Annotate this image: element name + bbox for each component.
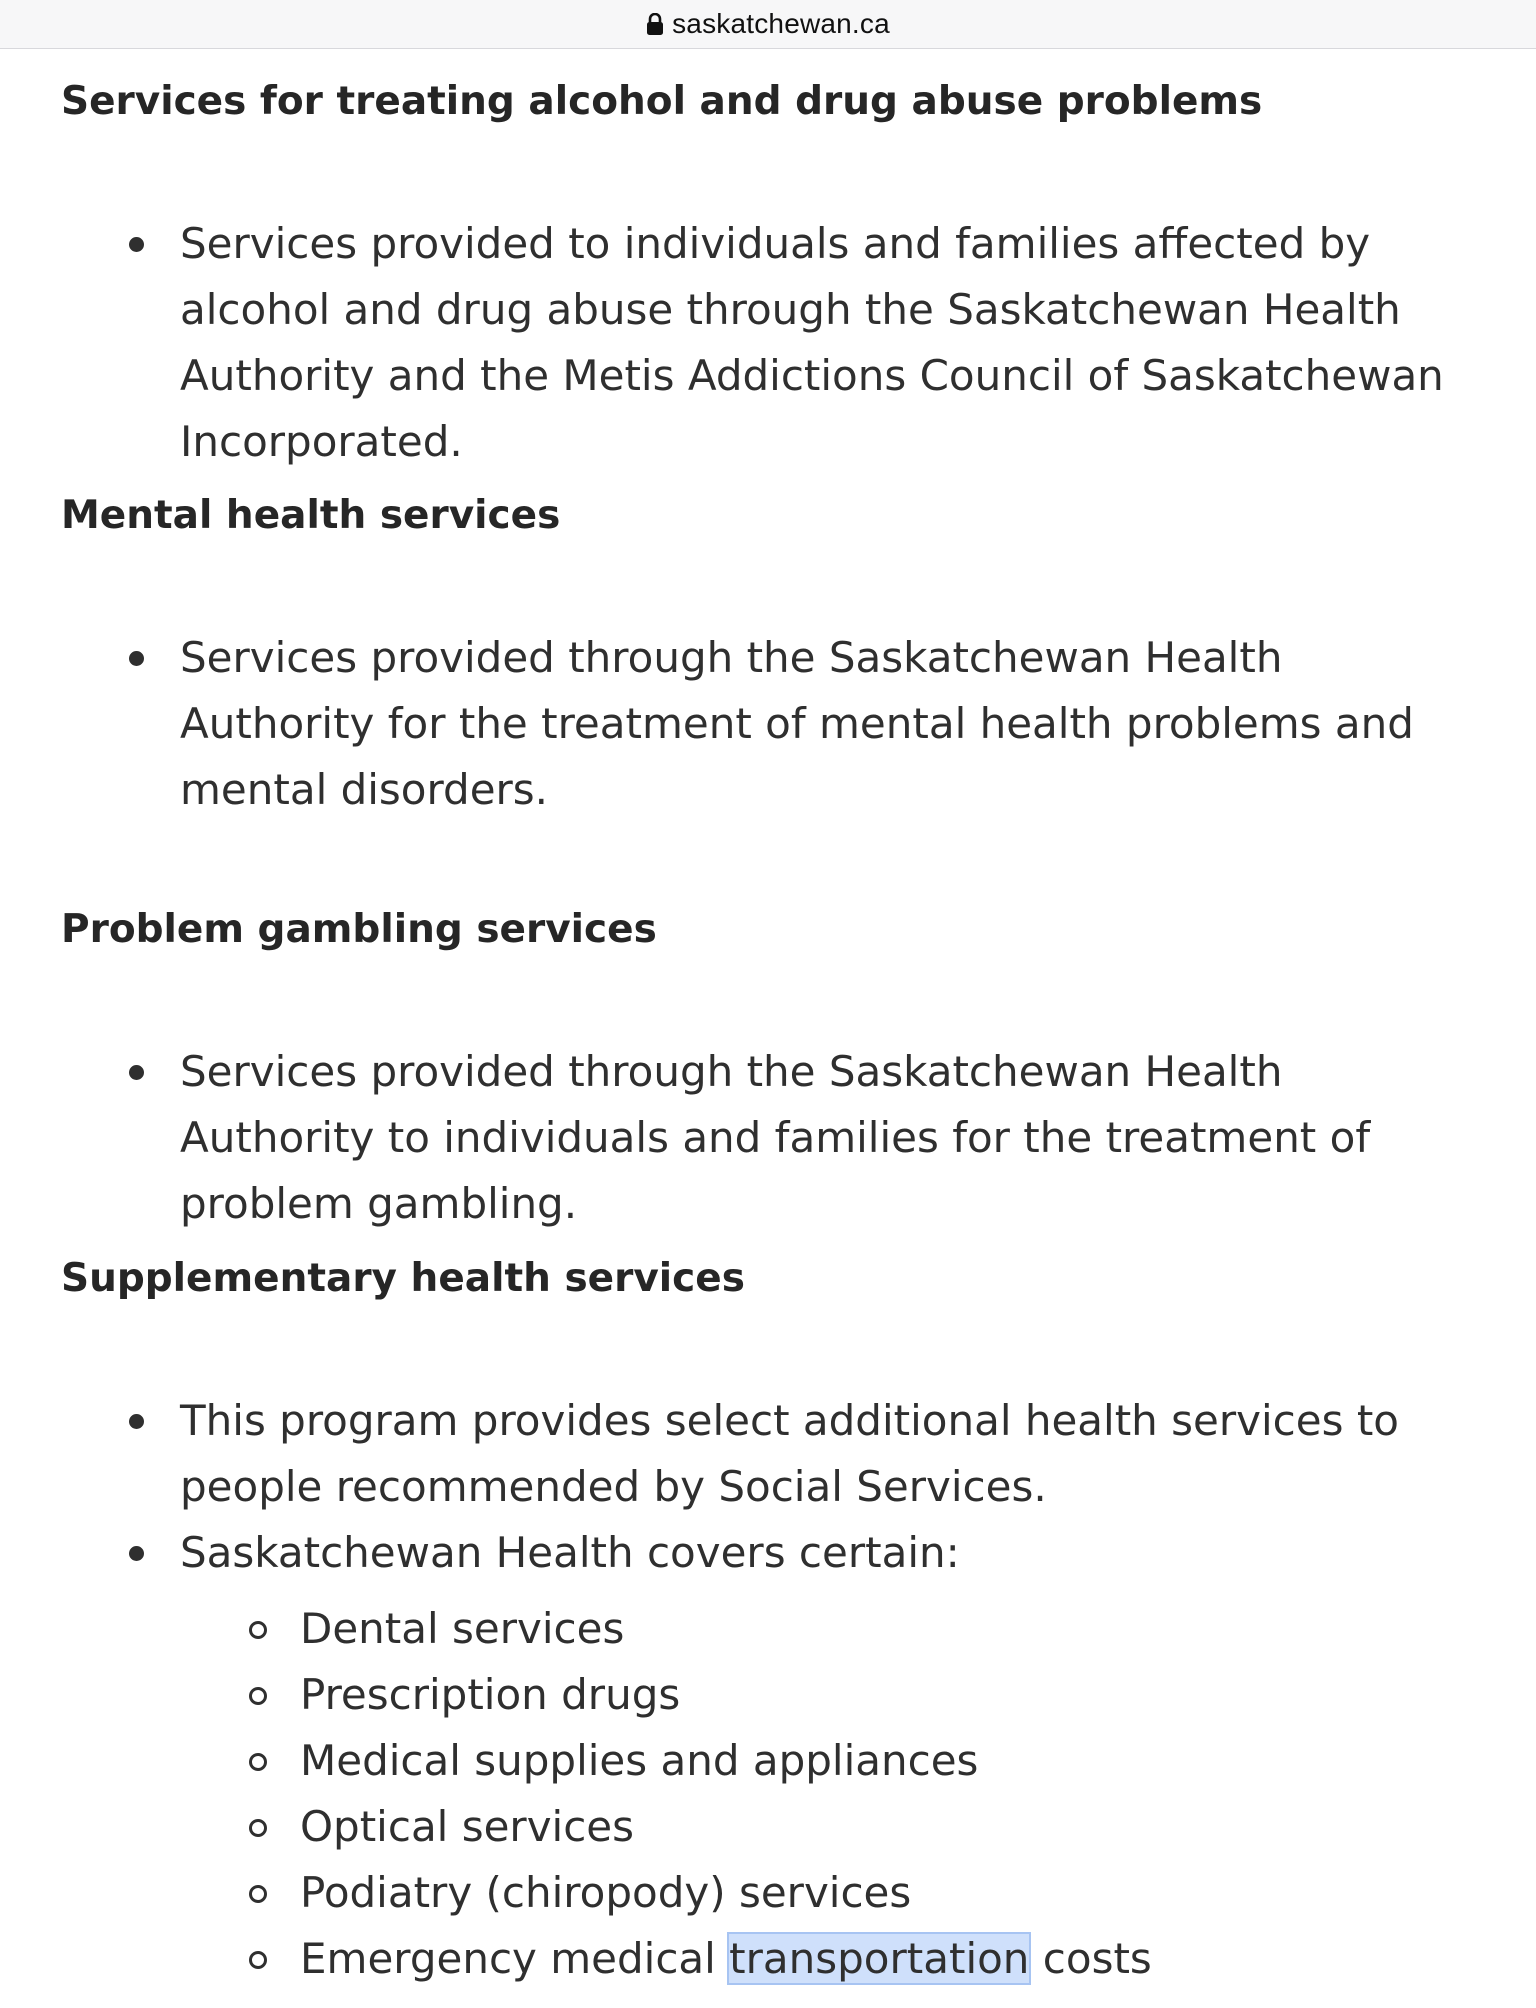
section-heading-alcohol-drug: Services for treating alcohol and drug abuse problems (61, 79, 1263, 124)
section-heading-problem-gambling: Problem gambling services (61, 907, 657, 952)
sub-list-item-emergency-transport (61, 1926, 1481, 1992)
supplementary-list (61, 1388, 1481, 1992)
problem-gambling-list (61, 1039, 1481, 1237)
emergency-text-before: Emergency medical (300, 1934, 730, 1983)
sub-list-item-prescription: Prescription drugs (61, 1662, 1481, 1728)
alcohol-drug-list (61, 211, 1481, 475)
list-item-text: Saskatchewan Health covers certain: (180, 1528, 960, 1577)
list-item (61, 1520, 1481, 1586)
coverage-sub-list (61, 1596, 1481, 1992)
section-heading-supplementary: Supplementary health services (61, 1256, 745, 1301)
sub-list-item-podiatry: Podiatry (chiropody) services (61, 1860, 1481, 1926)
sub-list-container (61, 1596, 1481, 1992)
url-container (646, 8, 890, 40)
section-heading-mental-health: Mental health services (61, 493, 561, 538)
list-item: This program provides select additional health services to people recommended by Social Services. (61, 1388, 1481, 1520)
selected-text-highlight[interactable]: transportation (729, 1934, 1030, 1983)
mental-health-list (61, 625, 1481, 823)
sub-list-item-optical: Optical services (61, 1794, 1481, 1860)
list-item: Services provided through the Saskatchewan Health Authority for the treatment of mental health problems and mental disorders. (61, 625, 1481, 823)
emergency-text-after: costs (1029, 1934, 1152, 1983)
browser-url-bar[interactable] (0, 0, 1536, 49)
list-item: Services provided through the Saskatchewan Health Authority to individuals and families for the treatment of problem gambling. (61, 1039, 1481, 1237)
sub-list-item-dental: Dental services (61, 1596, 1481, 1662)
lock-icon (646, 13, 664, 35)
sub-list-item-medical-supplies: Medical supplies and appliances (61, 1728, 1481, 1794)
url-text[interactable]: saskatchewan.ca (672, 8, 890, 39)
list-item: Services provided to individuals and families affected by alcohol and drug abuse through the Saskatchewan Health Authority and the Metis Addictions Council of Saskatchewan Incorporated. (61, 211, 1481, 475)
